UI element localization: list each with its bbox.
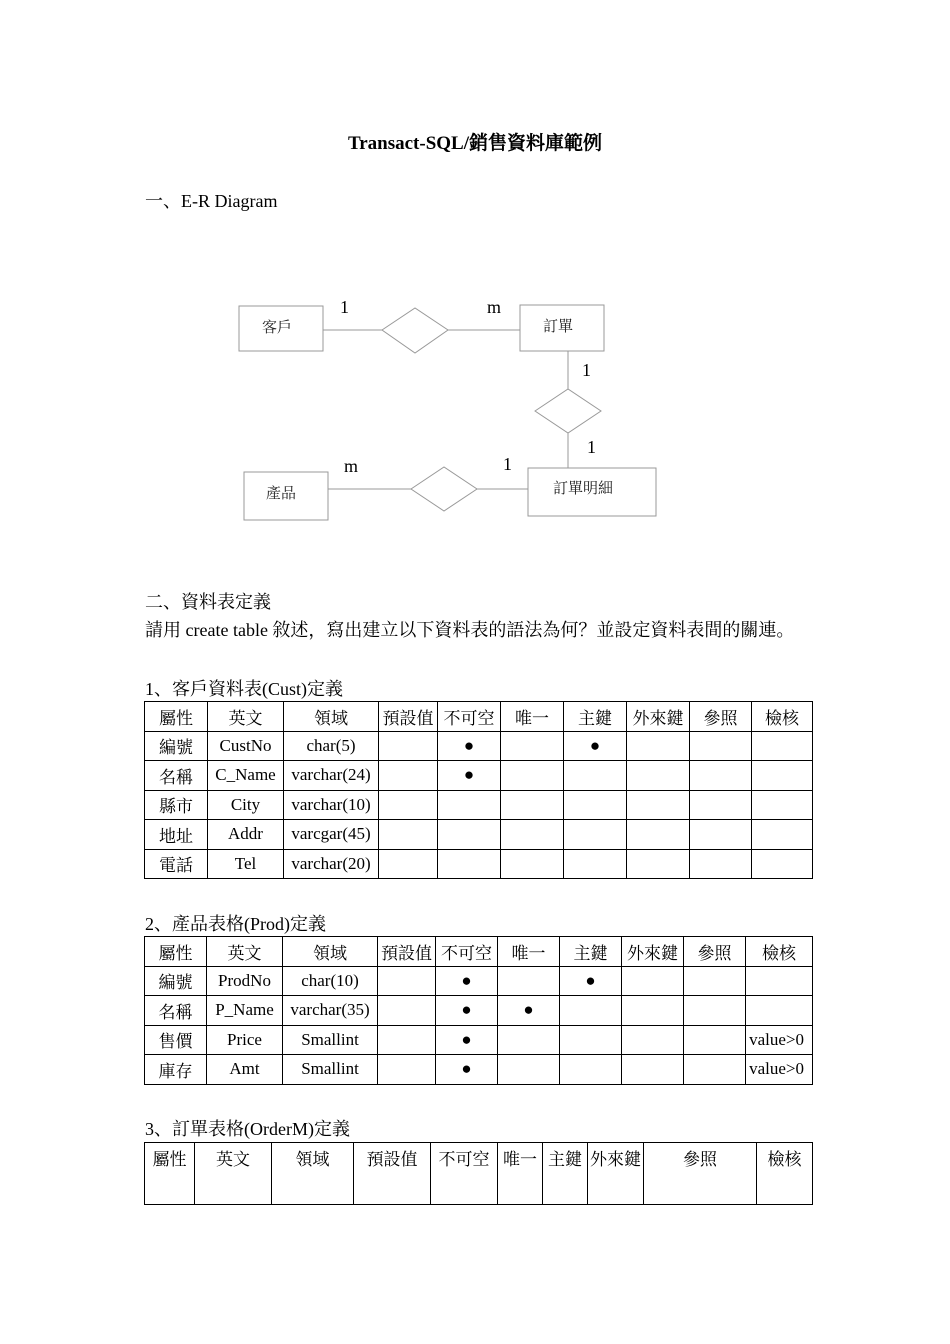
table-cell: ProdNo — [207, 966, 283, 996]
table-cell: ● — [436, 966, 498, 996]
table-cell — [622, 1055, 684, 1085]
table-cell: ● — [564, 731, 627, 761]
table-cell — [752, 731, 813, 761]
header-cell: 預設值 — [378, 937, 436, 967]
cardinality-label: 1 — [503, 454, 512, 474]
header-cell: 參照 — [690, 702, 752, 732]
table-cell — [378, 1055, 436, 1085]
table-cell — [564, 849, 627, 879]
table-cell — [564, 820, 627, 850]
table-cell — [379, 849, 438, 879]
table-cell — [501, 820, 564, 850]
table-cell — [498, 966, 560, 996]
table-cell — [622, 996, 684, 1026]
table-cell — [378, 1025, 436, 1055]
table-cell — [379, 790, 438, 820]
table-cell — [684, 1025, 746, 1055]
header-cell: 參照 — [684, 937, 746, 967]
table-cell — [690, 761, 752, 791]
table-cell: value>0 — [746, 1025, 813, 1055]
header-cell: 預設值 — [354, 1143, 431, 1205]
table-cell — [690, 820, 752, 850]
cardinality-label: 1 — [587, 437, 596, 457]
header-cell: 檢核 — [752, 702, 813, 732]
table-cell — [752, 761, 813, 791]
table-cell — [564, 790, 627, 820]
table-cell — [560, 996, 622, 1026]
header-cell: 外來鍵 — [588, 1143, 644, 1205]
table-cell: 庫存 — [145, 1055, 207, 1085]
table-cell — [752, 820, 813, 850]
table-cell — [752, 790, 813, 820]
header-cell: 屬性 — [145, 702, 208, 732]
cardinality-label: 1 — [340, 297, 349, 317]
header-row — [145, 702, 813, 732]
table-cell: 地址 — [145, 820, 208, 850]
table-cell: ● — [436, 996, 498, 1026]
table-cell — [690, 790, 752, 820]
table-cell — [498, 1055, 560, 1085]
table-cell — [690, 849, 752, 879]
header-cell: 外來鍵 — [627, 702, 690, 732]
header-cell: 英文 — [208, 702, 284, 732]
table-cell: 縣市 — [145, 790, 208, 820]
table-cell — [746, 966, 813, 996]
table-cell: char(10) — [283, 966, 378, 996]
table-cell — [379, 820, 438, 850]
table-cell: P_Name — [207, 996, 283, 1026]
table-cell — [560, 1055, 622, 1085]
header-cell: 屬性 — [145, 937, 207, 967]
table-caption-cust: 1、客戶資料表(Cust)定義 — [145, 679, 343, 699]
table-cell: ● — [436, 1025, 498, 1055]
table-cell: Amt — [207, 1055, 283, 1085]
table-cell: varchar(20) — [284, 849, 379, 879]
header-cell: 檢核 — [746, 937, 813, 967]
table-cell: Price — [207, 1025, 283, 1055]
table-cell — [438, 849, 501, 879]
table-row — [145, 1025, 813, 1055]
table-cell — [627, 849, 690, 879]
cardinality-label: m — [487, 297, 502, 317]
document-title: Transact-SQL/銷售資料庫範例 — [347, 133, 603, 154]
table-cell — [690, 731, 752, 761]
header-cell: 領域 — [284, 702, 379, 732]
header-cell: 屬性 — [145, 1143, 195, 1205]
table-row — [145, 820, 813, 850]
table-cell — [684, 966, 746, 996]
table-cell — [498, 1025, 560, 1055]
cardinality-label: m — [344, 456, 359, 476]
header-cell: 唯一 — [498, 937, 560, 967]
header-cell: 不可空 — [436, 937, 498, 967]
header-cell: 參照 — [644, 1143, 757, 1205]
table-cell — [438, 820, 501, 850]
header-row — [145, 937, 813, 967]
table-cell — [622, 1025, 684, 1055]
table-cell — [752, 849, 813, 879]
cardinality-label: 1 — [582, 360, 591, 380]
table-cell: varchar(10) — [284, 790, 379, 820]
table-row — [145, 761, 813, 791]
entity-customer-label: 客戶 — [262, 320, 293, 336]
table-cell: Tel — [208, 849, 284, 879]
relationship-diamond — [411, 467, 477, 511]
table-cell: varcgar(45) — [284, 820, 379, 850]
table-cell: value>0 — [746, 1055, 813, 1085]
table-row — [145, 731, 813, 761]
table-cell — [379, 731, 438, 761]
entity-order-label: 訂單 — [543, 319, 574, 335]
table-cell: ● — [438, 731, 501, 761]
er-diagram — [0, 0, 950, 560]
table-cell: C_Name — [208, 761, 284, 791]
header-cell: 檢核 — [757, 1143, 813, 1205]
header-cell: 預設值 — [379, 702, 438, 732]
header-cell: 英文 — [195, 1143, 272, 1205]
table-cell — [627, 790, 690, 820]
table-caption-orderm: 3、訂單表格(OrderM)定義 — [145, 1119, 350, 1139]
table-row — [145, 849, 813, 879]
table-cell: 售價 — [145, 1025, 207, 1055]
table-cell: Addr — [208, 820, 284, 850]
table-cell: char(5) — [284, 731, 379, 761]
header-cell: 外來鍵 — [622, 937, 684, 967]
prod-definition-table — [144, 936, 813, 1085]
table-cell — [501, 790, 564, 820]
table-cell — [684, 996, 746, 1026]
table-cell — [378, 996, 436, 1026]
table-cell — [627, 731, 690, 761]
table-cell — [622, 966, 684, 996]
relationship-diamond — [535, 389, 601, 433]
header-row — [145, 1143, 813, 1205]
table-cell — [379, 761, 438, 791]
table-cell: CustNo — [208, 731, 284, 761]
header-cell: 主鍵 — [564, 702, 627, 732]
table-cell — [378, 966, 436, 996]
table-cell: 編號 — [145, 966, 207, 996]
header-cell: 英文 — [207, 937, 283, 967]
table-row — [145, 790, 813, 820]
table-cell: ● — [438, 761, 501, 791]
table-cell — [501, 849, 564, 879]
table-caption-prod: 2、產品表格(Prod)定義 — [145, 914, 326, 934]
header-cell: 不可空 — [431, 1143, 498, 1205]
relationship-diamond — [382, 308, 448, 353]
table-cell: Smallint — [283, 1025, 378, 1055]
header-cell: 主鍵 — [560, 937, 622, 967]
table-cell: City — [208, 790, 284, 820]
table-cell — [501, 731, 564, 761]
table-cell — [560, 1025, 622, 1055]
header-cell: 唯一 — [501, 702, 564, 732]
header-cell: 唯一 — [498, 1143, 543, 1205]
table-cell: 名稱 — [145, 761, 208, 791]
table-cell: 電話 — [145, 849, 208, 879]
header-cell: 領域 — [283, 937, 378, 967]
section-heading-tables: 二、資料表定義 — [145, 592, 271, 612]
table-cell: ● — [436, 1055, 498, 1085]
orderm-definition-table — [144, 1142, 813, 1205]
header-cell: 主鍵 — [543, 1143, 588, 1205]
header-cell: 領域 — [272, 1143, 354, 1205]
instruction-paragraph: 請用 create table 敘述，寫出建立以下資料表的語法為何？並設定資料表間的關連。 — [145, 620, 795, 640]
table-cell: Smallint — [283, 1055, 378, 1085]
section-heading-er: 一、E-R Diagram — [145, 191, 278, 211]
table-cell — [438, 790, 501, 820]
table-cell — [564, 761, 627, 791]
table-cell: varchar(24) — [284, 761, 379, 791]
table-cell: varchar(35) — [283, 996, 378, 1026]
table-cell — [501, 761, 564, 791]
table-row — [145, 996, 813, 1026]
entity-product-label: 產品 — [266, 486, 297, 502]
table-cell: 編號 — [145, 731, 208, 761]
table-cell — [627, 761, 690, 791]
table-cell: ● — [498, 996, 560, 1026]
table-cell: 名稱 — [145, 996, 207, 1026]
header-cell: 不可空 — [438, 702, 501, 732]
table-cell — [746, 996, 813, 1026]
table-row — [145, 1055, 813, 1085]
table-row — [145, 966, 813, 996]
table-cell: ● — [560, 966, 622, 996]
entity-order-detail-label: 訂單明細 — [553, 481, 614, 497]
cust-definition-table — [144, 701, 813, 879]
table-cell — [684, 1055, 746, 1085]
table-cell — [627, 820, 690, 850]
